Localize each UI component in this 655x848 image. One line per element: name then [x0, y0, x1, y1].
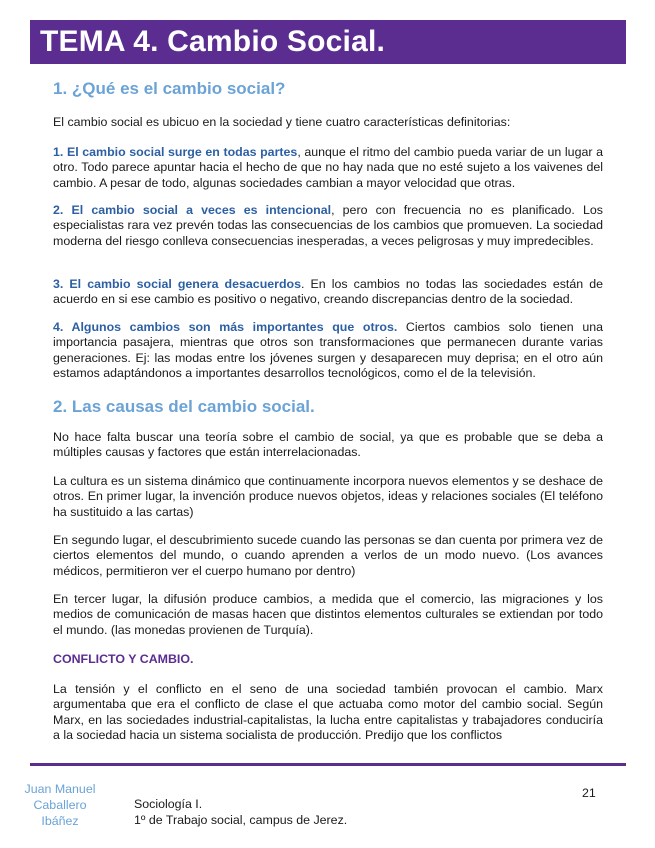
point-4-text: Ciertos cambios solo tienen una importancia pasajera, mientras que otros son transformaciones que permanecen durante varias generaciones. Ej: las modas entre los jóvenes surgen y desaparecen muy deprisa; en el otro aún estamos adaptándonos a importantes desarrollos tecnológicos, como el de la televisión. [53, 320, 603, 381]
footer-divider [30, 763, 626, 766]
section-2-heading: 2. Las causas del cambio social. [53, 397, 315, 416]
causes-paragraph-3: En segundo lugar, el descubrimiento sucede cuando las personas se dan cuenta por primera vez de ciertos elementos del mundo, o cuando aprenden a verlos de un modo nuevo. (Los avances médicos, permitieron ver el cuerpo humano por dentro) [53, 533, 603, 578]
point-2-paragraph [53, 203, 603, 249]
author-line-3: Ibáñez [41, 814, 79, 828]
page-number: 21 [582, 786, 596, 800]
chapter-title-banner [30, 20, 626, 64]
point-2-text: , pero con frecuencia no es planificado. Los especialistas rara vez prevén todas las consecuencias de los cambios que promueven. La sociedad moderna del riesgo conlleva consecuencias inesperadas, a veces peligrosas y muy impredecibles. [53, 203, 603, 248]
point-1-text: , aunque el ritmo del cambio pueda variar de un lugar a otro. Todo parece apuntar hacia el hecho de que no hay nada que no esté sujeto a los vaivenes del cambio. A pesar de todo, algunas sociedades cambian a mayor velocidad que otras. [53, 145, 603, 190]
author-line-2: Caballero [33, 798, 87, 812]
point-1-paragraph [53, 145, 603, 191]
footer-author [14, 781, 106, 829]
point-1-highlight: 1. El cambio social surge en todas partes [53, 145, 298, 159]
causes-paragraph-2: La cultura es un sistema dinámico que continuamente incorpora nuevos elementos y se deshace de otros. En primer lugar, la invención produce nuevos objetos, ideas y relaciones sociales (El teléfono ha sustituido a las cartas) [53, 474, 603, 519]
point-4-paragraph [53, 320, 603, 382]
course-name: Sociología I. [134, 797, 203, 811]
point-2-highlight: 2. El cambio social a veces es intencional [53, 203, 332, 217]
point-3-text: . En los cambios no todas las sociedades están de acuerdo en si ese cambio es positivo o negativo, creando discrepancias dentro de la sociedad. [53, 277, 603, 307]
point-3-highlight: 3. El cambio social genera desacuerdos [53, 277, 302, 291]
point-3-paragraph [53, 277, 603, 308]
section-1-intro: El cambio social es ubicuo en la sociedad y tiene cuatro características definitorias: [53, 115, 511, 129]
causes-paragraph-4: En tercer lugar, la difusión produce cambios, a medida que el comercio, las migraciones y los medios de comunicación de masas hacen que distintos elementos culturales se extiendan por todo el mundo. (las monedas provienen de Turquía). [53, 592, 603, 637]
author-line-1: Juan Manuel [24, 782, 96, 796]
section-1-heading: 1. ¿Qué es el cambio social? [53, 79, 286, 98]
causes-paragraph-1: No hace falta buscar una teoría sobre el cambio de social, ya que es probable que se deba a múltiples causas y factores que están interrelacionadas. [53, 430, 603, 460]
footer-course [134, 796, 347, 828]
course-campus: 1º de Trabajo social, campus de Jerez. [134, 813, 348, 827]
chapter-title: TEMA 4. Cambio Social. [40, 25, 386, 58]
point-4-highlight: 4. Algunos cambios son más importantes que otros. [53, 320, 398, 334]
conflict-subheading: CONFLICTO Y CAMBIO. [53, 652, 194, 666]
conflict-paragraph: La tensión y el conflicto en el seno de una sociedad también provocan el cambio. Marx argumentaba que era el conflicto de clase el que actuaba como motor del cambio social. Según Marx, en las sociedades industrial-capitalistas, la lucha entre capitalistas y trabajadores conduciría a la sociedad hacia un sistema socialista de producción. Predijo que los conflictos [53, 682, 603, 743]
